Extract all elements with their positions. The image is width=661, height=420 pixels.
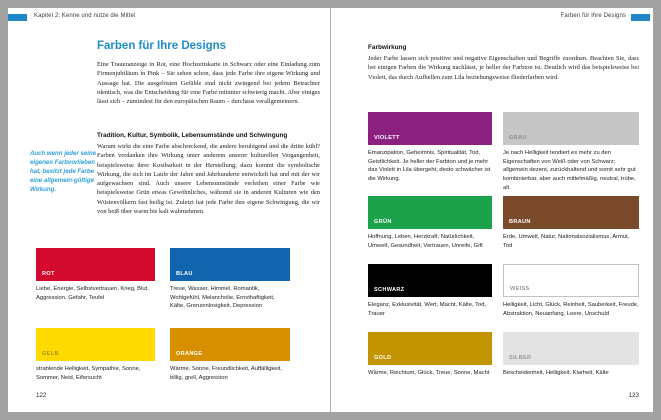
swatch-description: Helligkeit, Licht, Glück, Reinheit, Sauberkeit, Freude, Abstraktion, Neuanfang, Leere, Unschuld <box>503 302 639 317</box>
color-swatch-weiss <box>503 264 639 318</box>
swatch-label: BRAUN <box>509 219 531 225</box>
page-title: Farben für Ihre Designs <box>97 40 227 52</box>
swatch-color-block <box>368 112 492 145</box>
color-swatch-gold <box>368 332 492 378</box>
swatch-color-block <box>170 248 290 281</box>
color-swatch-orange <box>170 328 290 382</box>
color-swatch-blau <box>170 248 290 311</box>
swatch-label: WEISS <box>510 286 530 292</box>
color-swatch-grau <box>503 112 639 193</box>
swatch-description: Bescheidenheit, Helligkeit, Klarheit, Kälte <box>503 370 609 376</box>
body-paragraph: Jeder Farbe lassen sich positive und negative Eigenschaften und Begriffe zuordnen. Beachten Sie, dass bei einigen Farben die Wirkung nachlässt, je heller der Farbton ist. Deutlich wird das beispielsweise bei Violett, das durch Aufhellen zum Lila beziehungsweise fliederfarben wird. <box>368 55 639 81</box>
swatch-label: GELB <box>42 351 59 357</box>
swatch-color-block <box>503 332 639 365</box>
swatch-label: ORANGE <box>176 351 203 357</box>
color-swatch-rot <box>36 248 155 302</box>
swatch-color-block <box>170 328 290 361</box>
swatch-label: SILBER <box>509 355 532 361</box>
color-swatch-gruen <box>368 196 492 250</box>
swatch-label: GRAU <box>509 135 527 141</box>
page-number-left: 122 <box>36 392 47 399</box>
swatch-color-block <box>503 196 639 229</box>
swatch-color-block <box>36 328 155 361</box>
swatch-description: Treue, Wasser, Himmel, Romantik, Wohlgefühl, Melancholie, Ernsthaftigkeit, Kälte, Grenzenlosigkeit, Depression <box>170 286 275 310</box>
color-swatch-schwarz <box>368 264 492 318</box>
swatch-color-block <box>368 196 492 229</box>
swatch-description: strahlende Helligkeit, Sympathie, Sonne, Sommer, Neid, Eifersucht <box>36 366 141 381</box>
body-paragraph: Warum wirkt die eine Farbe abschreckend, die andere beruhigend und die dritte kühl? Farben verdanken ihre Wirkung unter anderem unserer kulturellen Vergangenheit, beispielsweise ihrer Kostbarkeit in der Herstellung; dazu kommt die symbolische Wirkung, die sich im Laufe der Jahre und Jahrhunderte entwickelt hat und mit der wir aufgewachsen sind. Auch unsere Lebensumstände verleihen einer Farbe wie beispielsweise Grün etwas Gewöhnliches, während sie in anderen Kulturen wie den Wüstenvölkern fast heilig ist. Zuletzt hat jede Farbe ihre eigene Schwingung, die wir von heiß über warm bis kalt wahrnehmen. <box>97 143 320 216</box>
chapter-tab-marker <box>631 14 650 21</box>
color-swatch-braun <box>503 196 639 250</box>
page-number-right: 123 <box>628 392 639 399</box>
margin-note: Auch wenn jeder seine eigenen Farbvorlieben hat, besitzt jede Farbe eine allgemein-gültige Wirkung. <box>30 150 97 193</box>
color-swatch-gelb <box>36 328 155 382</box>
swatch-color-block <box>368 264 492 297</box>
page-right <box>331 8 653 412</box>
swatch-color-block <box>36 248 155 281</box>
chapter-tab-marker <box>8 14 27 21</box>
swatch-label: GRÜN <box>374 219 392 225</box>
section-subhead: Farbwirkung <box>368 44 407 51</box>
swatch-label: BLAU <box>176 271 193 277</box>
swatch-label: VIOLETT <box>374 135 400 141</box>
section-subhead: Tradition, Kultur, Symbolik, Lebensumstände und Schwingung <box>97 132 288 139</box>
swatch-color-block <box>503 264 639 297</box>
color-swatch-violett <box>368 112 492 184</box>
intro-paragraph: Eine Traueranzeige in Rot, eine Hochzeitskarte in Schwarz oder eine Einladung zum Firmenjubiläum in Pink – Sie sehen schon, dass jede Farbe ihre eigene Wirkung und Aussage hat. Die ausgelösten Gefühle sind nicht zwingend bei jedem Betrachter identisch, was die Entscheidung für eine Farbe mitunter schwierig macht. Aber einiges lässt sich – zumindest für den europäischen Raum – durchaus verallgemeinern. <box>97 61 320 106</box>
swatch-description: Je nach Helligkeit tendiert es mehr zu den Eigenschaften von Weiß oder von Schwarz; allgemein dezent, zurückhaltend und somit sehr gut kombinierbar, aber auch mittelmäßig, neutral, trübe, alt. <box>503 150 636 191</box>
running-head-left: Kapitel 2: Kenne und nutze die Mittel <box>34 13 136 19</box>
swatch-description: Wärme, Sonne, Freundlichkeit, Auffälligkeit, billig, grell, Aggression <box>170 366 283 381</box>
swatch-description: Hoffnung, Leben, Herzkraft, Natürlichkeit, Umwelt, Gesundheit, Vertrauen, Unreife, Gift <box>368 234 483 249</box>
swatch-description: Wärme, Reichtum, Glück, Treue, Sonne, Macht <box>368 370 490 376</box>
running-head-right: Farben für Ihre Designs <box>560 13 626 19</box>
swatch-color-block <box>503 112 639 145</box>
swatch-description: Emanzipation, Geheimnis, Spiritualität, Tod, Geistlichkeit. Je heller der Farbton und je mehr das Violett in Lila übergeht, desto schwächer ist die Wirkung. <box>368 150 491 183</box>
swatch-description: Eleganz, Exklusivität, Wert, Macht, Kälte, Tod, Trauer <box>368 302 487 317</box>
book-spread <box>8 8 653 412</box>
swatch-color-block <box>368 332 492 365</box>
page-left <box>8 8 330 412</box>
swatch-label: GOLD <box>374 355 392 361</box>
swatch-description: Erde, Umwelt, Natur, Nationalsozialismus, Armut, Tod <box>503 234 630 249</box>
swatch-description: Liebe, Energie, Selbstvertrauen, Krieg, Blut, Aggression, Gefahr, Teufel <box>36 286 149 301</box>
swatch-label: SCHWARZ <box>374 287 405 293</box>
swatch-label: ROT <box>42 271 55 277</box>
color-swatch-silber <box>503 332 639 378</box>
